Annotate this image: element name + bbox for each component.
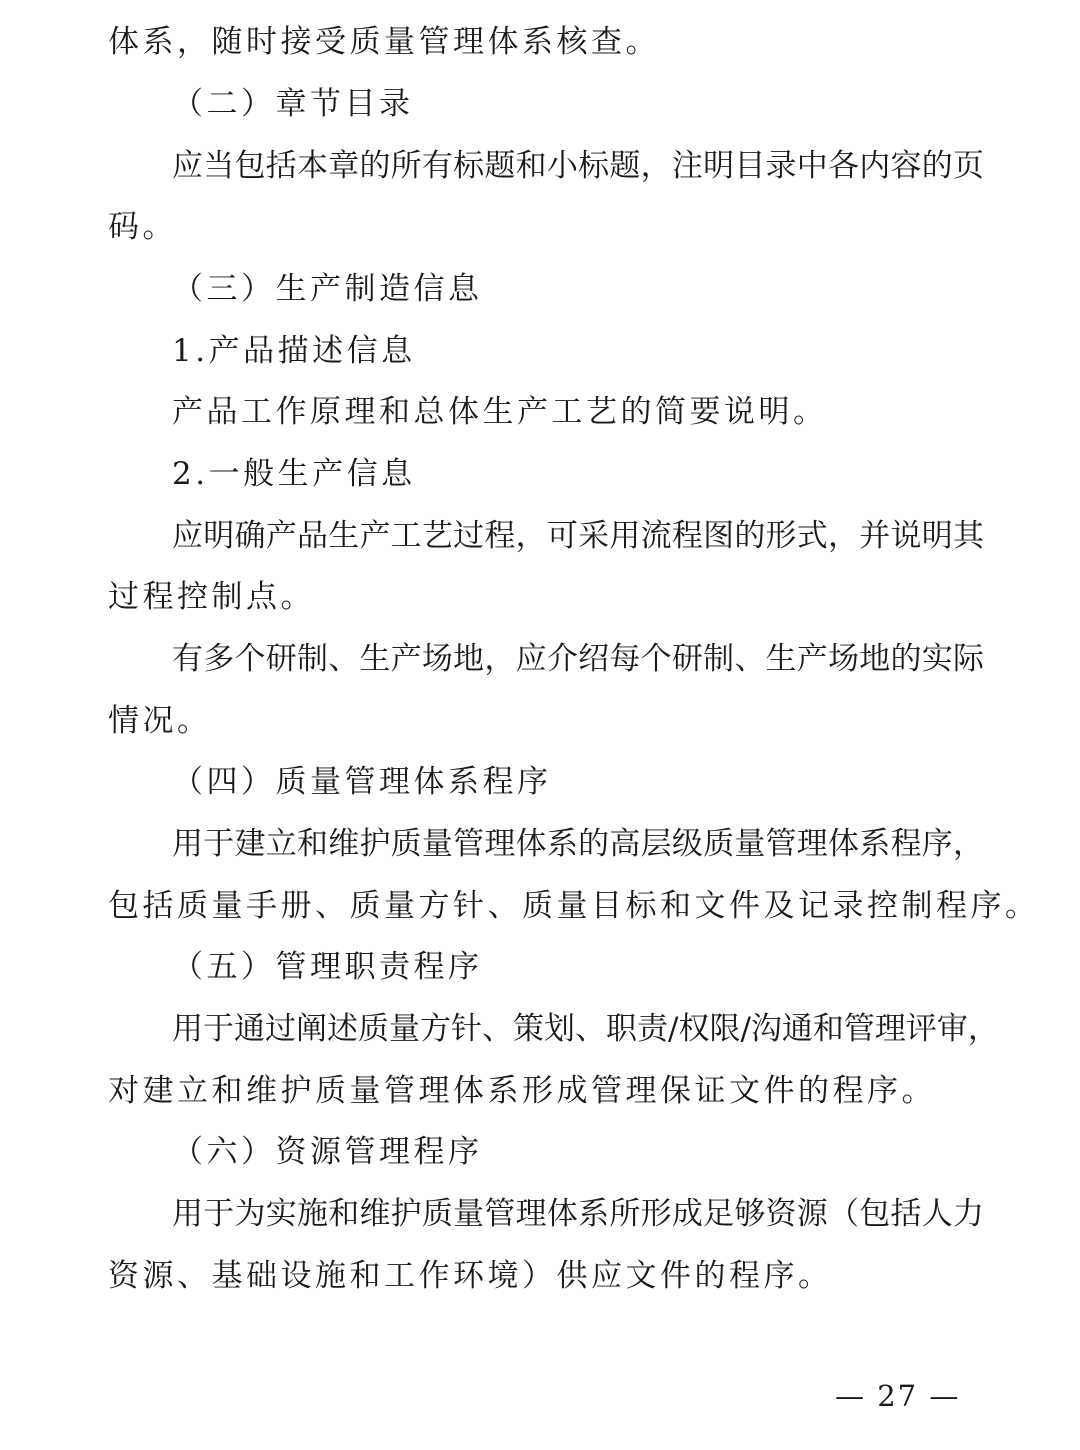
text-line-14: 用于建立和维护质量管理体系的高层级质量管理体系程序， [172,826,984,862]
section-heading-2: （二）章节目录 [172,86,414,122]
text-line-1: 体系，随时接受质量管理体系核查。 [108,24,660,60]
text-line-7: 产品工作原理和总体生产工艺的简要说明。 [172,394,828,430]
section-heading-5: （五）管理职责程序 [172,949,483,985]
text-line-17: 用于通过阐述质量方针、策划、职责/权限/沟通和管理评审， [172,1011,999,1047]
text-line-11: 有多个研制、生产场地，应介绍每个研制、生产场地的实际 [172,641,984,677]
text-line-15: 包括质量手册、质量方针、质量目标和文件及记录控制程序。 [108,888,1040,924]
text-line-12: 情况。 [108,703,212,739]
text-line-4: 码。 [108,209,177,245]
subheading-1: 1.产品描述信息 [172,333,416,369]
page-number: — 27 — [835,1379,961,1413]
text-line-20: 用于为实施和维护质量管理体系所形成足够资源（包括人力 [172,1196,984,1232]
text-line-21: 资源、基础设施和工作环境）供应文件的程序。 [108,1258,833,1294]
section-heading-6: （六）资源管理程序 [172,1134,483,1170]
text-line-9: 应明确产品生产工艺过程，可采用流程图的形式，并说明其 [172,518,984,554]
text-line-10: 过程控制点。 [108,579,315,615]
text-line-18: 对建立和维护质量管理体系形成管理保证文件的程序。 [108,1073,936,1109]
text-line-3: 应当包括本章的所有标题和小标题，注明目录中各内容的页 [172,148,984,184]
section-heading-4: （四）质量管理体系程序 [172,764,552,800]
section-heading-3: （三）生产制造信息 [172,271,483,307]
subheading-2: 2.一般生产信息 [172,456,416,492]
